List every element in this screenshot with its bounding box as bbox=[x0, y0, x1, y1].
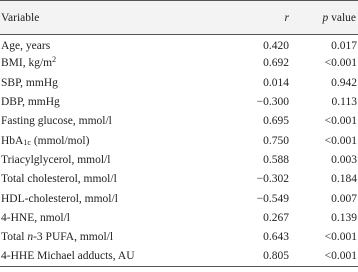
table-row bbox=[0, 112, 358, 131]
header-variable: Variable bbox=[0, 1, 210, 35]
row-label bbox=[0, 54, 210, 73]
row-label bbox=[0, 227, 210, 246]
row-p-value: <0.001 bbox=[324, 134, 357, 147]
row-r-value: −0.549 bbox=[256, 192, 289, 205]
row-p-value: 0.003 bbox=[331, 153, 357, 166]
row-r-value: 0.750 bbox=[263, 134, 289, 147]
row-p-value: 0.942 bbox=[331, 76, 357, 89]
row-label: 4-HHE Michael adducts, AU bbox=[0, 247, 210, 266]
row-p-value: 0.017 bbox=[331, 40, 357, 53]
row-r-value: 0.588 bbox=[263, 153, 289, 166]
row-p-value: <0.001 bbox=[324, 115, 357, 128]
row-r-value: −0.302 bbox=[256, 173, 289, 186]
row-p-value: 0.184 bbox=[331, 173, 357, 186]
header-row bbox=[0, 1, 358, 35]
table-body bbox=[0, 35, 358, 267]
row-r-value: 0.014 bbox=[263, 76, 289, 89]
row-r-value: −0.300 bbox=[256, 96, 289, 109]
row-r-value: 0.420 bbox=[263, 40, 289, 53]
row-label-superscript: 2 bbox=[52, 55, 57, 65]
row-label: HDL-cholesterol, mmol/l bbox=[1, 192, 118, 205]
table-row bbox=[0, 35, 358, 54]
header-p-symbol: p bbox=[322, 11, 329, 24]
row-label: SBP, mmHg bbox=[1, 76, 58, 89]
row-label-text: BMI, kg/m bbox=[1, 57, 53, 70]
header-p-value bbox=[294, 1, 358, 35]
row-label: Total cholesterol, mmol/l bbox=[1, 173, 117, 186]
table-row bbox=[0, 150, 358, 169]
header-p-suffix: value bbox=[328, 11, 356, 24]
row-p-value: <0.001 bbox=[294, 247, 358, 266]
table-row bbox=[0, 54, 358, 73]
table-row bbox=[0, 170, 358, 189]
table-row bbox=[0, 131, 358, 150]
row-label bbox=[0, 131, 210, 150]
row-label-subscript: 1c bbox=[23, 137, 31, 147]
row-r-value: 0.643 bbox=[263, 231, 289, 244]
table-row bbox=[0, 227, 358, 246]
row-label-suffix: (mmol/mol) bbox=[30, 134, 90, 147]
row-p-value: 0.113 bbox=[331, 96, 357, 109]
row-label: 4-HNE, nmol/l bbox=[1, 211, 70, 224]
table-header bbox=[0, 1, 358, 35]
row-p-value: <0.001 bbox=[324, 231, 357, 244]
table-row bbox=[0, 189, 358, 208]
row-label-italic: n bbox=[27, 231, 34, 244]
row-p-value: 0.139 bbox=[331, 211, 357, 224]
row-r-value: 0.805 bbox=[210, 247, 294, 266]
table-row bbox=[0, 73, 358, 92]
row-label: Fasting glucose, mmol/l bbox=[1, 115, 112, 128]
table-row bbox=[0, 208, 358, 227]
row-r-value: 0.692 bbox=[263, 57, 289, 70]
row-label: Triacylglycerol, mmol/l bbox=[1, 153, 111, 166]
table-row bbox=[0, 92, 358, 111]
row-label-suffix: -3 PUFA, mmol/l bbox=[33, 231, 114, 244]
row-r-value: 0.267 bbox=[263, 211, 289, 224]
row-label-text: HbA bbox=[1, 134, 24, 147]
row-p-value: 0.007 bbox=[331, 192, 357, 205]
row-p-value: <0.001 bbox=[324, 57, 357, 70]
header-r: r bbox=[210, 1, 294, 35]
row-label: DBP, mmHg bbox=[1, 96, 60, 109]
row-label-text: Total bbox=[1, 231, 28, 244]
table-row bbox=[0, 247, 358, 266]
row-r-value: 0.695 bbox=[263, 115, 289, 128]
row-label: Age, years bbox=[1, 40, 51, 53]
